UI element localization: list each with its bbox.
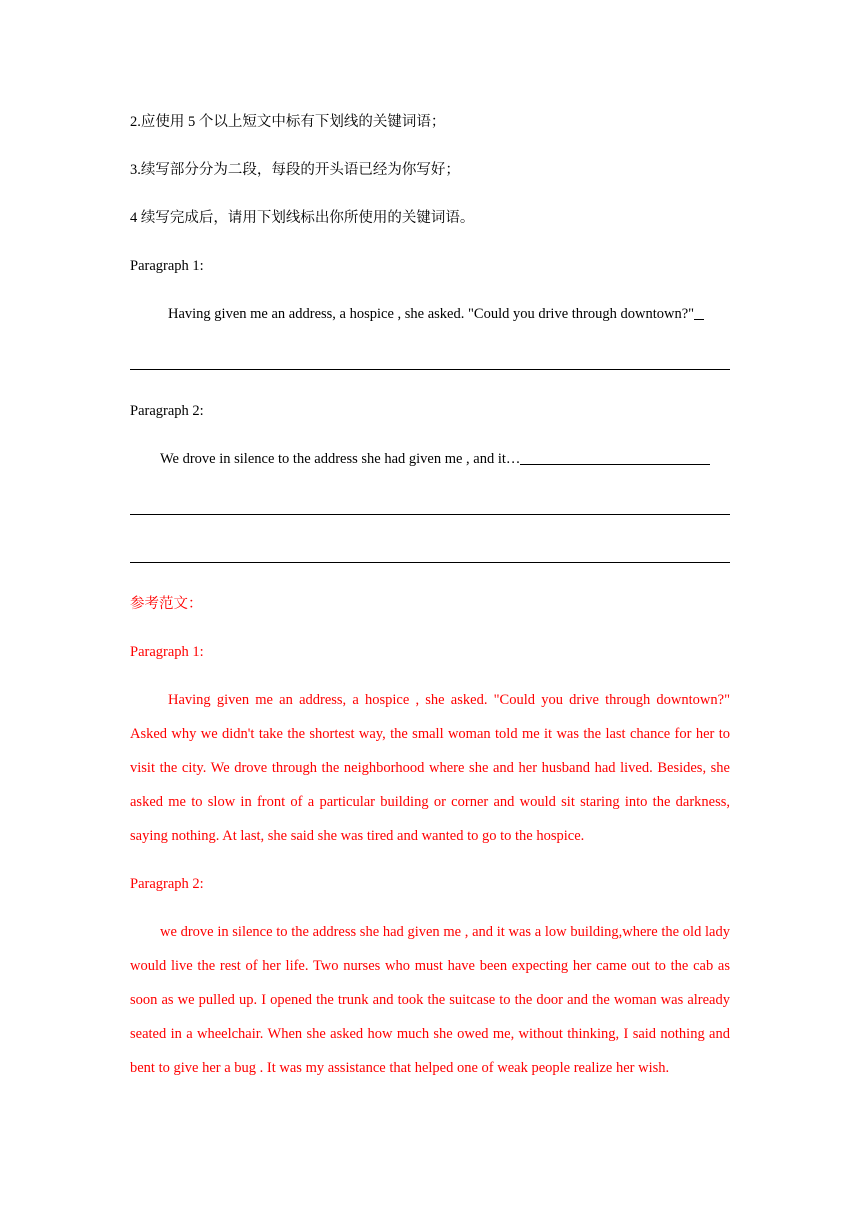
sample-paragraph2-text: we drove in silence to the address she had given me , and it was a low building,where the old lady would live the rest of her life. Two nurses who must have been expecting her came out to the cab as soon as we pulled up. I opened the trunk and took the suitcase to the door and the woman was already seated in a wheelchair. When she asked how much she owed me, without thinking, I said nothing and bent to give her a bug . It was my assistance that helped one of weak people realize her wish.: [130, 924, 730, 1076]
answer-blank: [694, 318, 704, 320]
task-paragraph2-start: We drove in silence to the address she had given me , and it…: [160, 451, 521, 467]
sample-heading: 参考范文：: [130, 596, 203, 612]
sample-paragraph2-label: Paragraph 2:: [130, 876, 204, 892]
answer-blank-line: [130, 369, 730, 370]
task-paragraph1-line: [130, 304, 730, 324]
answer-blank: [520, 463, 710, 465]
answer-blank-line: [130, 514, 730, 515]
sample-paragraph1-label: Paragraph 1:: [130, 644, 204, 660]
task-paragraph2-line: [130, 449, 730, 469]
answer-blank-line: [130, 562, 730, 563]
instruction-item-3: 3.续写部分分为二段，每段的开头语已经为你写好；: [130, 162, 460, 178]
instruction-item-4: 4 续写完成后，请用下划线标出你所使用的关键词语。: [130, 210, 475, 226]
sample-paragraph1-text: Having given me an address, a hospice , she asked. "Could you drive through downtown?" Asked why we didn't take the shortest way, the small woman told me it was the last chance for her to visit the city. We drove through the neighborhood where she and her husband had lived. Besides, she asked me to slow in front of a particular building or corner and would sit staring into the darkness, saying nothing. At last, she said she was tired and wanted to go to the hospice.: [130, 692, 730, 844]
task-paragraph1-label: Paragraph 1:: [130, 258, 204, 274]
instruction-item-2: 2.应使用 5 个以上短文中标有下划线的关键词语；: [130, 114, 446, 130]
task-paragraph1-start: Having given me an address, a hospice , she asked. "Could you drive through downtown?": [168, 306, 695, 322]
task-paragraph2-label: Paragraph 2:: [130, 403, 204, 419]
